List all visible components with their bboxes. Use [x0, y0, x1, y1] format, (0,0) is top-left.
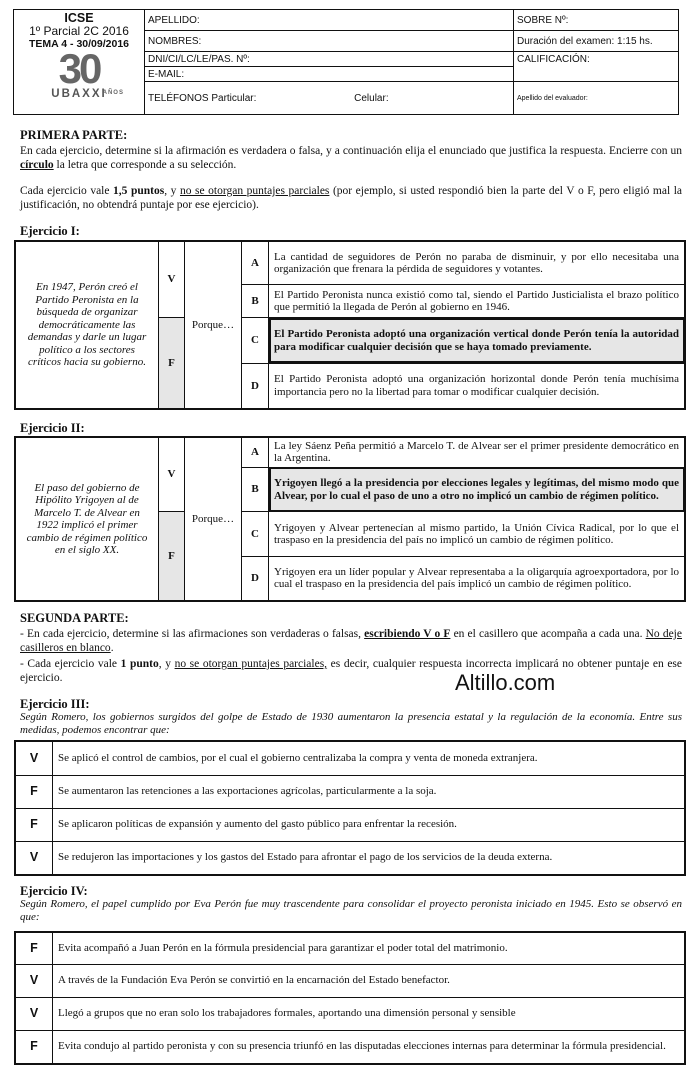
segunda-parte-scoring: - Cada ejercicio vale 1 punto, y no se otorgan puntajes parciales, es decir, cualquier respuesta incorrecta implicará no obtener puntaje en ese ejercicio.: [20, 658, 683, 684]
ejercicio-4-statement-3: Llegó a grupos que no eran solo los trabajadores formales, aportando una dimensión personal y sensible: [53, 997, 686, 1030]
anniversary-logo: 30 AÑOS: [59, 50, 100, 88]
ejercicio-4-intro: Según Romero, el papel cumplido por Eva Perón fue muy trascendente para consolidar el proyecto peronista iniciado en 1945. Esto se observó en que:: [20, 898, 682, 923]
ejercicio-1-letter-a[interactable]: A: [242, 241, 269, 285]
ejercicio-1-table: [14, 240, 686, 410]
segunda-parte-title: SEGUNDA PARTE:: [20, 611, 129, 625]
ejercicio-3-table: [14, 740, 686, 876]
evaluador-field[interactable]: Apellido del evaluador:: [514, 82, 679, 115]
primera-parte-instructions: En cada ejercicio, determine si la afirmación es verdadera o falsa, y a continuación elija el enunciado que justifica la respuesta. Encierre con un círculo la letra que corresponde a su selección.: [20, 145, 682, 171]
ejercicio-1-option-b: El Partido Peronista nunca existió como tal, siendo el Partido Justicialista el brazo político que permitió la llegada de Perón al gobierno en 1946.: [269, 285, 686, 318]
ejercicio-3-statement-4: Se redujeron las importaciones y los gastos del Estado para afrontar el pago de los servicios de la deuda externa.: [53, 841, 686, 875]
ejercicio-2-table: [14, 436, 686, 602]
logo-anos-text: AÑOS: [102, 90, 124, 96]
ejercicio-1-option-d: El Partido Peronista adoptó una organización horizontal donde Perón tenía muchísima importancia pero no la libertad para tomar o modificar cualquier decisión.: [269, 363, 686, 409]
ejercicio-1-letter-c[interactable]: C: [242, 318, 269, 364]
ejercicio-4-answer-3[interactable]: V: [15, 997, 53, 1030]
ejercicio-4-title: Ejercicio IV:: [20, 884, 88, 898]
ejercicio-4-statement-4: Evita condujo al partido peronista y con su presencia triunfó en las disputadas elecciones internas para determinar la fórmula presidencial.: [53, 1030, 686, 1064]
sobre-field[interactable]: SOBRE Nº:: [514, 10, 679, 31]
ejercicio-2-f[interactable]: F: [159, 512, 185, 601]
apellido-field[interactable]: APELLIDO:: [145, 10, 514, 31]
ejercicio-1-title: Ejercicio I:: [20, 224, 80, 238]
calificacion-field[interactable]: CALIFICACIÓN:: [514, 52, 679, 82]
ejercicio-3-title: Ejercicio III:: [20, 697, 90, 711]
ejercicio-3-answer-1[interactable]: V: [15, 741, 53, 775]
ejercicio-2-porque: Porque…: [185, 437, 242, 601]
ejercicio-1-f[interactable]: F: [159, 318, 185, 409]
ejercicio-3-answer-3[interactable]: F: [15, 808, 53, 841]
ejercicio-3-answer-4[interactable]: V: [15, 841, 53, 875]
duracion-text: Duración del examen: 1:15 hs.: [514, 31, 679, 52]
ejercicio-3-statement-2: Se aumentaron las retenciones a las exportaciones agrícolas, particularmente a la soja.: [53, 775, 686, 808]
ejercicio-4-answer-4[interactable]: F: [15, 1030, 53, 1064]
ejercicio-4-statement-1: Evita acompañó a Juan Perón en la fórmula presidencial para garantizar el poder total del matrimonio.: [53, 932, 686, 964]
logo-block: [14, 10, 145, 115]
ejercicio-1-option-c: El Partido Peronista adoptó una organización vertical donde Perón tenía la autoridad para modificar cualquier decisión que se haya tomado previamente.: [269, 318, 686, 364]
ejercicio-4-table: [14, 931, 686, 1065]
ejercicio-3-statement-1: Se aplicó el control de cambios, por el cual el gobierno centralizaba la compra y venta de moneda extranjera.: [53, 741, 686, 775]
ejercicio-1-letter-b[interactable]: B: [242, 285, 269, 318]
ejercicio-2-title: Ejercicio II:: [20, 421, 85, 435]
ejercicio-2-statement: El paso del gobierno de Hipólito Yrigoyen al de Marcelo T. de Alvear en 1922 implicó el primer cambio de régimen político en el siglo XX.: [15, 437, 159, 601]
ejercicio-2-letter-d[interactable]: D: [242, 556, 269, 601]
course-name: ICSE: [64, 11, 94, 25]
segunda-parte-instructions: - En cada ejercicio, determine si las afirmaciones son verdaderas o falsas, escribiendo V o F en el casillero que acompaña a cada una. No deje casilleros en blanco.: [20, 628, 682, 654]
ejercicio-4-answer-1[interactable]: F: [15, 932, 53, 964]
ejercicio-2-option-a: La ley Sáenz Peña permitió a Marcelo T. de Alvear ser el primer presidente democrático en la Argentina.: [269, 437, 686, 467]
primera-parte-title: PRIMERA PARTE:: [20, 128, 128, 142]
ejercicio-2-letter-a[interactable]: A: [242, 437, 269, 467]
nombres-field[interactable]: NOMBRES:: [145, 31, 514, 52]
ejercicio-2-option-b: Yrigoyen llegó a la presidencia por elecciones legales y legítimas, del mismo modo que Alvear, por lo cual el paso de uno a otro no implicó un cambio de régimen político.: [269, 467, 686, 512]
ejercicio-1-option-a: La cantidad de seguidores de Perón no paraba de disminuir, y por ello necesitaba una organización que frenara la pérdida de seguidores y votantes.: [269, 241, 686, 285]
ejercicio-1-v[interactable]: V: [159, 241, 185, 318]
ejercicio-2-letter-b[interactable]: B: [242, 467, 269, 512]
ejercicio-3-answer-2[interactable]: F: [15, 775, 53, 808]
ejercicio-3-statement-3: Se aplicaron políticas de expansión y aumento del gasto público para enfrentar la recesión.: [53, 808, 686, 841]
student-header: [13, 9, 679, 115]
ejercicio-2-v[interactable]: V: [159, 437, 185, 512]
altillo-watermark: Altillo.com: [455, 670, 556, 695]
ejercicio-4-answer-2[interactable]: V: [15, 964, 53, 997]
exam-theme-date: TEMA 4 - 30/09/2016: [29, 38, 129, 50]
ejercicio-3-intro: Según Romero, los gobiernos surgidos del golpe de Estado de 1930 aumentaron la presencia estatal y la regulación de la economía. Entre sus medidas, podemos encontrar que:: [20, 711, 682, 736]
dni-field[interactable]: DNI/CI/LC/LE/PAS. Nº:: [145, 52, 514, 67]
ejercicio-1-statement: En 1947, Perón creó el Partido Peronista en la búsqueda de organizar democráticamente las demandas y darle un lugar político a los sectores críticos hacia su gobierno.: [15, 241, 159, 409]
ejercicio-2-option-d: Yrigoyen era un líder popular y Alvear representaba a la oligarquía agroexportadora, por lo cual el traspaso en la presidencia del país implicó un cambio de régimen político.: [269, 556, 686, 601]
ejercicio-1-letter-d[interactable]: D: [242, 363, 269, 409]
email-field[interactable]: E-MAIL:: [145, 67, 514, 82]
ejercicio-1-porque: Porque…: [185, 241, 242, 409]
ejercicio-4-statement-2: A través de la Fundación Eva Perón se convirtió en la encarnación del Estado benefactor.: [53, 964, 686, 997]
ejercicio-2-option-c: Yrigoyen y Alvear pertenecían al mismo partido, la Unión Cívica Radical, por lo que el traspaso en la presidencia del país no implicó un cambio de régimen político.: [269, 512, 686, 557]
telefonos-field[interactable]: TELÉFONOS Particular: Celular:: [145, 82, 514, 115]
primera-parte-scoring: Cada ejercicio vale 1,5 puntos, y no se otorgan puntajes parciales (por ejemplo, si usted respondió bien la parte del V o F, pero eligió mal la justificación, no obtendrá puntaje por ese ejercicio).: [20, 185, 683, 211]
celular-label: Celular:: [354, 92, 389, 104]
ejercicio-2-letter-c[interactable]: C: [242, 512, 269, 557]
exam-name: 1º Parcial 2C 2016: [29, 24, 129, 38]
ubaxxi-logo-text: UBAXXI: [51, 88, 107, 100]
